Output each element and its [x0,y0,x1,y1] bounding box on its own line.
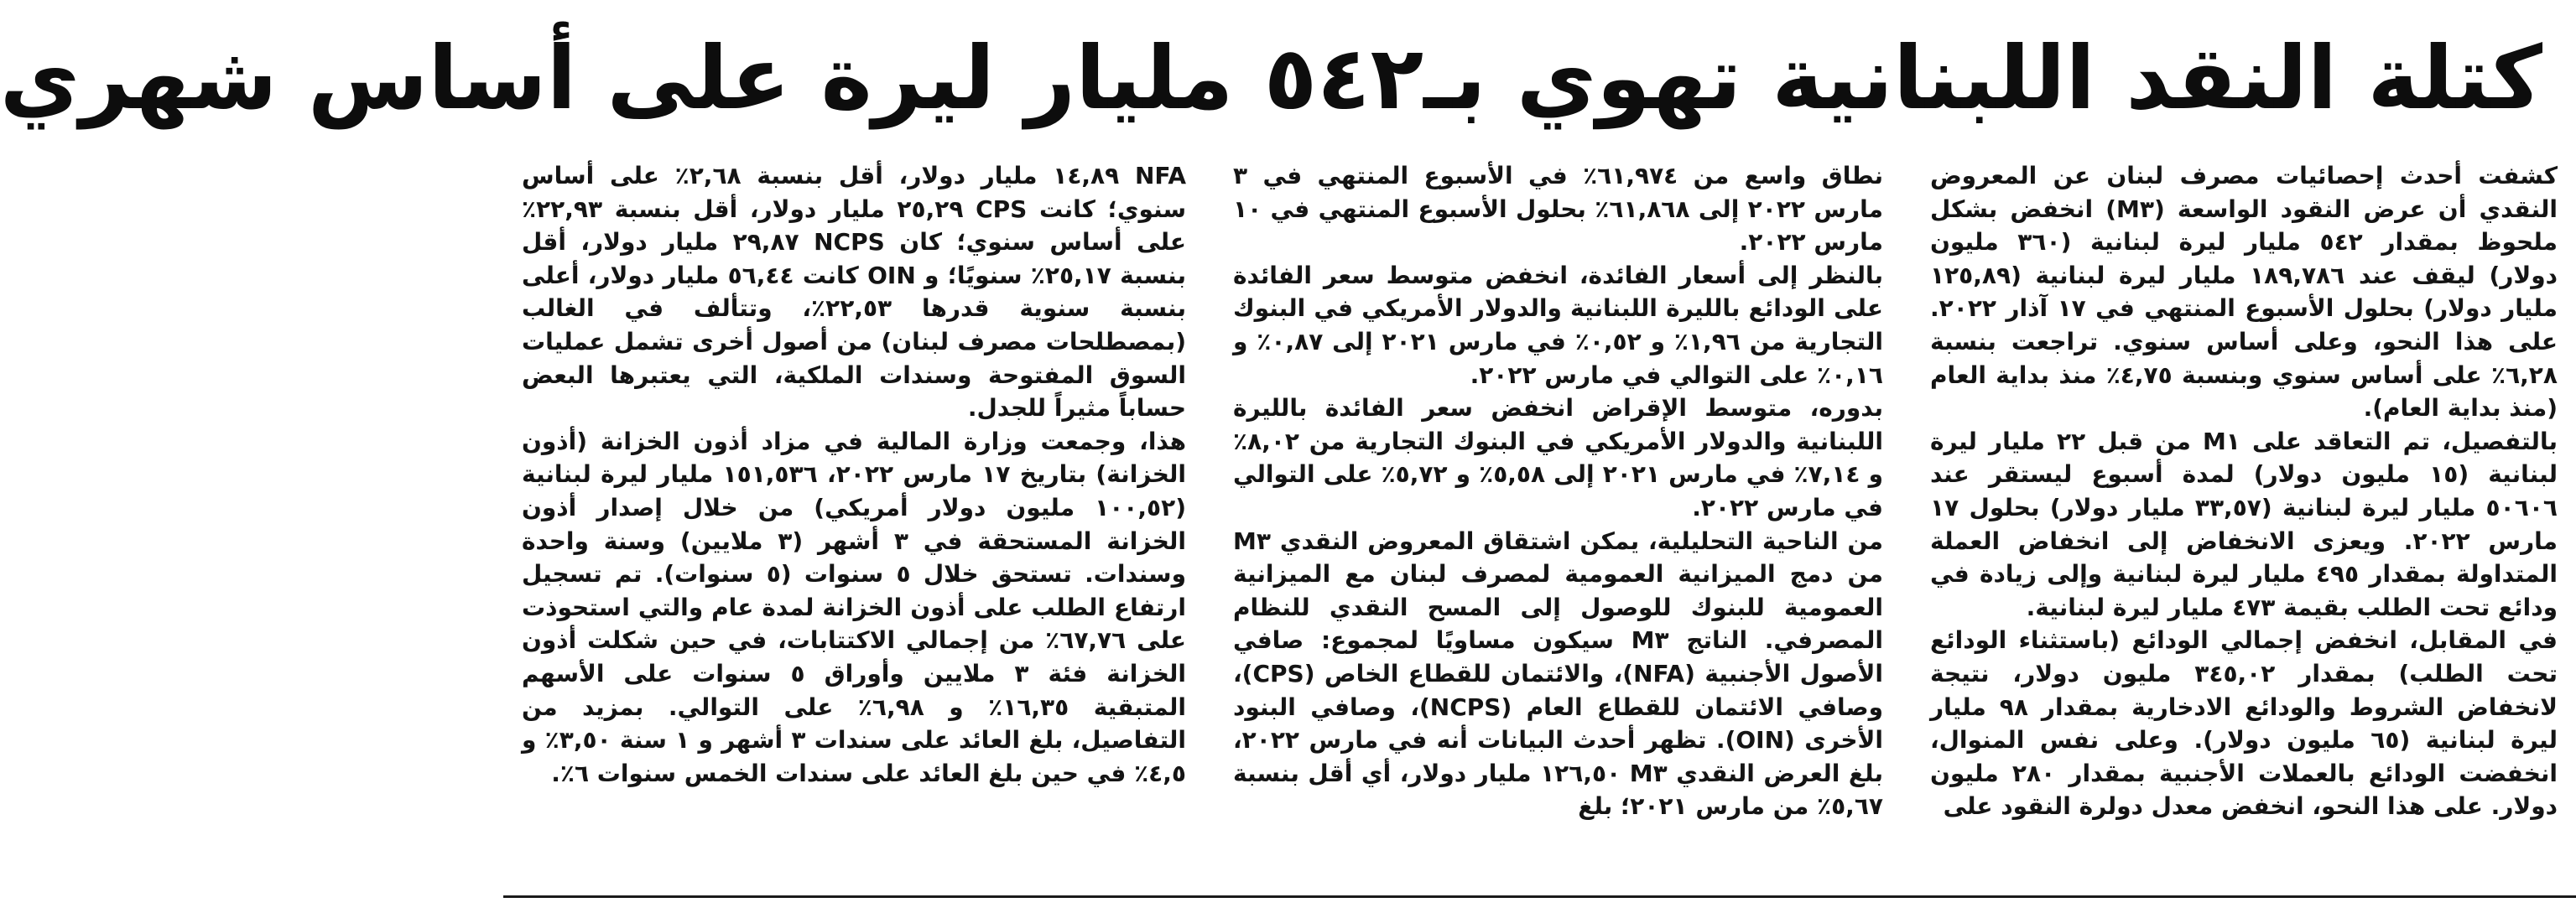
paragraph: بالنظر إلى أسعار الفائدة، انخفض متوسط سعر الفائدة على الودائع بالليرة اللبنانية والدولار الأمريكي في البنوك التجارية من ١,٩٦٪ و ٠,٥٢٪ في مارس ٢٠٢١ إلى ٠,٨٧٪ و ٠,١٦٪ على التوالي في مارس ٢٠٢٢. [1233,261,1883,389]
headline: كتلة النقد اللبنانية تهوي بـ٥٤٢ مليار ليرة على أساس شهري [0,27,2542,129]
paragraph: من الناحية التحليلية، يمكن اشتقاق المعروض النقدي M٣ من دمج الميزانية العمومية لمصرف لبنان مع الميزانية العمومية للبنوك للوصول إلى المسح النقدي للنظام المصرفي. الناتج M٣ سيكون مساويًا لمجموع: صافي الأصول الأجنبية (NFA)، والائتمان للقطاع الخاص (CPS)، وصافي الائتمان للقطاع العام (NCPS)، وصافي البنود الأخرى (OIN). تظهر أحدث البيانات أنه في مارس ٢٠٢٢، بلغ العرض النقدي M٣ ١٢٦,٥٠ مليار دولار، أي أقل بنسبة ٥,٦٧٪ من مارس ٢٠٢١؛ بلغ [1233,527,1884,821]
bottom-rule [503,895,2576,898]
paragraph: نطاق واسع من ٦١,٩٧٤٪ في الأسبوع المنتهي في ٣ مارس ٢٠٢٢ إلى ٦١,٨٦٨٪ بحلول الأسبوع المنتهي في ١٠ مارس ٢٠٢٢. [1233,162,1883,257]
paragraph: هذا، وجمعت وزارة المالية في مزاد أذون الخزانة (أذون الخزانة) بتاريخ ١٧ مارس ٢٠٢٢، ١٥١,٥٣٦ مليار ليرة لبنانية (١٠٠,٥٢ مليون دولار أمريكي) من خلال إصدار أذون الخزانة المستحقة في ٣ أشهر (٣ ملايين) وسنة واحدة وسندات. تستحق خلال ٥ سنوات (٥ سنوات). تم تسجيل ارتفاع الطلب على أذون الخزانة لمدة عام والتي استحوذت على ٦٧,٧٦٪ من إجمالي الاكتتابات، في حين شكلت أذون الخزانة فئة ٣ ملايين وأوراق ٥ سنوات على الأسهم المتبقية ١٦,٣٥٪ و ٦,٩٨٪ على التوالي. بمزيد من التفاصيل، بلغ العائد على سندات ٣ أشهر و ١ سنة ٣,٥٠٪ و ٤,٥٪ في حين بلغ العائد على سندات الخمس سنوات ٦٪. [522,427,1187,787]
column-2 [1233,159,1883,884]
paragraph: بدوره، متوسط الإقراض انخفض سعر الفائدة بالليرة اللبنانية والدولار الأمريكي في البنوك التجارية من ٨,٠٢٪ و ٧,١٤٪ في مارس ٢٠٢١ إلى ٥,٥٨٪ و ٥,٧٢٪ على التوالي في مارس ٢٠٢٢. [1233,394,1883,521]
paragraph: NFA ١٤,٨٩ مليار دولار، أقل بنسبة ٢,٦٨٪ على أساس سنوي؛ كانت CPS ٢٥,٢٩ مليار دولار، أقل بنسبة ٢٢,٩٣٪ على أساس سنوي؛ كان NCPS ٢٩,٨٧ مليار دولار، أقل بنسبة ٢٥,١٧٪ سنويًا؛ و OIN كانت ٥٦,٤٤ مليار دولار، أعلى بنسبة سنوية قدرها ٢٢,٥٣٪، وتتألف في الغالب (بمصطلحات مصرف لبنان) من أصول أخرى تشمل عمليات السوق المفتوحة وسندات الملكية، التي يعتبرها البعض حساباً مثيراً للجدل. [522,162,1187,423]
paragraph: بالتفصيل، تم التعاقد على M١ من قبل ٢٢ مليار ليرة لبنانية (١٥ مليون دولار) لمدة أسبوع ليستقر عند ٥٠٦٠٦ مليار ليرة لبنانية (٣٣,٥٧ مليار دولار) بحلول ١٧ مارس ٢٠٢٢. ويعزى الانخفاض إلى انخفاض العملة المتداولة بمقدار ٤٩٥ مليار ليرة لبنانية وإلى زيادة في ودائع تحت الطلب بقيمة ٤٧٣ مليار ليرة لبنانية. [1930,427,2558,621]
column-3 [522,159,1186,884]
column-1 [1930,159,2558,884]
paragraph: كشفت أحدث إحصائيات مصرف لبنان عن المعروض النقدي أن عرض النقود الواسعة (M٣) انخفض بشكل ملحوظ بمقدار ٥٤٢ مليار ليرة لبنانية (٣٦٠ مليون دولار) ليقف عند ١٨٩,٧٨٦ مليار ليرة لبنانية (١٢٥,٨٩ مليار دولار) بحلول الأسبوع المنتهي في ١٧ آذار ٢٠٢٢. على هذا النحو، وعلى أساس سنوي. تراجعت بنسبة ٦,٢٨٪ على أساس سنوي وبنسبة ٤,٧٥٪ منذ بداية العام (منذ بداية العام). [1930,162,2558,423]
paragraph: في المقابل، انخفض إجمالي الودائع (باستثناء الودائع تحت الطلب) بمقدار ٣٤٥,٠٢ مليون دولار، نتيجة لانخفاض الشروط والودائع الادخارية بمقدار ٩٨ مليار ليرة لبنانية (٦٥ مليون دولار). وعلى نفس المنوال، انخفضت الودائع بالعملات الأجنبية بمقدار ٢٨٠ مليون دولار. على هذا النحو، انخفض معدل دولرة النقود على [1930,626,2558,821]
article-body [522,159,2558,884]
